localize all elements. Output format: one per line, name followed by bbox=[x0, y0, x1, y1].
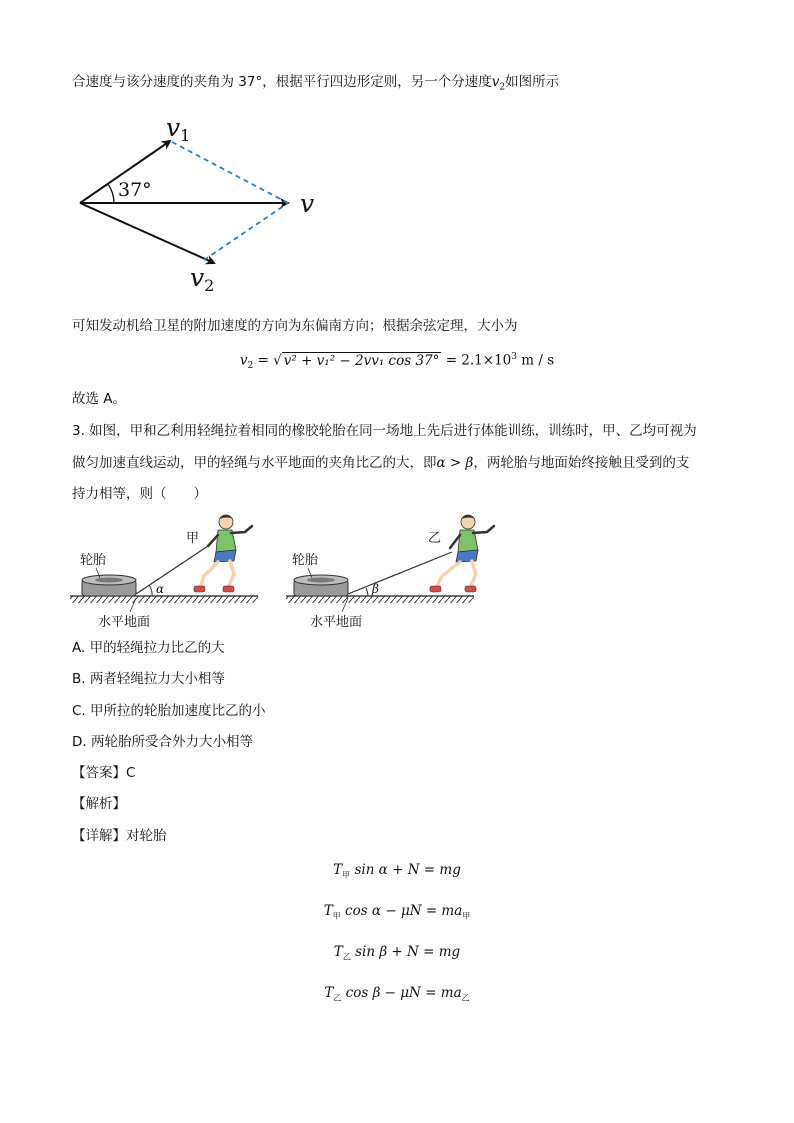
left-angle-arc bbox=[149, 585, 152, 596]
option-b: B. 两者轻绳拉力大小相等 bbox=[72, 671, 225, 687]
equation-3: $T_乙$ sin β + N = mg bbox=[333, 944, 461, 962]
formula-rhs: = 2.1×10 bbox=[441, 352, 512, 369]
question-line-2-math: α > β bbox=[436, 455, 474, 471]
formula-unit: m / s bbox=[517, 352, 555, 369]
right-ground-hatch bbox=[286, 596, 474, 603]
formula-lhs: v bbox=[239, 352, 248, 369]
left-scene bbox=[70, 515, 258, 630]
formula-v2: $v_2$ = √ v² + v₁² − 2vv₁ $\cos 37^\circ = 2.1\times 10^3$ m / s bbox=[239, 352, 555, 372]
right-runner bbox=[430, 515, 494, 592]
velocity-vector-diagram bbox=[60, 108, 360, 298]
question-line-3: 持力相等，则（ ） bbox=[72, 486, 207, 502]
intro-text-tail: 如图所示 bbox=[505, 74, 560, 90]
v-label: v bbox=[300, 189, 315, 218]
intro-line bbox=[72, 72, 559, 98]
left-angle-label: α bbox=[156, 582, 165, 596]
right-person-label: 乙 bbox=[428, 531, 442, 546]
v2-label: $v_2$ bbox=[190, 263, 215, 295]
detail-text: 对轮胎 bbox=[126, 828, 167, 844]
question-line-1: 3. 如图，甲和乙利用轻绳拉着相同的橡胶轮胎在同一场地上先后进行体能训练，训练时，甲、乙均可视为 bbox=[72, 423, 697, 439]
formula-eq: = bbox=[253, 352, 274, 369]
equation-2: $T_甲$ $\cos \alpha - \mu N = ma_甲$ bbox=[323, 903, 471, 921]
question-line-2-a: 做匀加速直线运动，甲的轻绳与水平地面的夹角比乙的大，即 bbox=[72, 455, 437, 471]
left-ground-label: 水平地面 bbox=[98, 615, 151, 630]
intro-text: 合速度与该分速度的夹角为 37°，根据平行四边形定则，另一个分速度 bbox=[72, 74, 492, 90]
formula-root: v² + v₁² − 2vv₁ cos 37° bbox=[283, 352, 440, 369]
left-person-label: 甲 bbox=[186, 531, 200, 546]
right-angle-arc bbox=[366, 588, 368, 596]
formula-lhs-sub: 2 bbox=[247, 361, 254, 372]
formula-rhs-sup: 3 bbox=[511, 352, 517, 362]
question-line-2 bbox=[72, 453, 689, 473]
left-ground-hatch bbox=[70, 596, 258, 603]
v-symbol: v bbox=[491, 74, 500, 90]
detail-label: 【详解】 bbox=[72, 828, 126, 844]
right-scene bbox=[286, 515, 494, 630]
right-angle-label: β bbox=[372, 582, 379, 596]
tire-figure bbox=[70, 508, 520, 633]
answer-value: C bbox=[126, 765, 136, 781]
left-tire-label: 轮胎 bbox=[80, 553, 107, 568]
angle-arc bbox=[108, 184, 114, 203]
option-c: C. 甲所拉的轮胎加速度比乙的小 bbox=[72, 703, 266, 719]
dashed-line-bottom bbox=[204, 203, 288, 260]
left-runner bbox=[194, 515, 252, 592]
detail-line bbox=[72, 826, 167, 846]
right-ground-label: 水平地面 bbox=[310, 615, 363, 630]
choose-a-line: 故选 A。 bbox=[72, 391, 127, 407]
v1-label: $v_1$ bbox=[166, 113, 191, 145]
angle-label: 37° bbox=[118, 179, 152, 201]
right-tire-label: 轮胎 bbox=[292, 553, 319, 568]
equation-1: $T_甲$ sin α + N = mg bbox=[333, 862, 461, 880]
equation-4: $T_乙$ $\cos \beta - \mu N = ma_乙$ bbox=[324, 985, 470, 1003]
answer-line bbox=[72, 763, 135, 783]
option-a: A. 甲的轻绳拉力比乙的大 bbox=[72, 640, 225, 656]
v2-arrow bbox=[80, 203, 214, 263]
analysis-label: 【解析】 bbox=[72, 796, 126, 812]
cosine-law-line: 可知发动机给卫星的附加速度的方向为东偏南方向；根据余弦定理，大小为 bbox=[72, 318, 518, 334]
v-sub: 2 bbox=[499, 82, 506, 93]
dashed-line-top bbox=[172, 142, 288, 203]
option-d: D. 两轮胎所受合外力大小相等 bbox=[72, 734, 253, 750]
question-line-2-b: ，两轮胎与地面始终接触且受到的支 bbox=[473, 455, 690, 471]
answer-label: 【答案】 bbox=[72, 765, 126, 781]
